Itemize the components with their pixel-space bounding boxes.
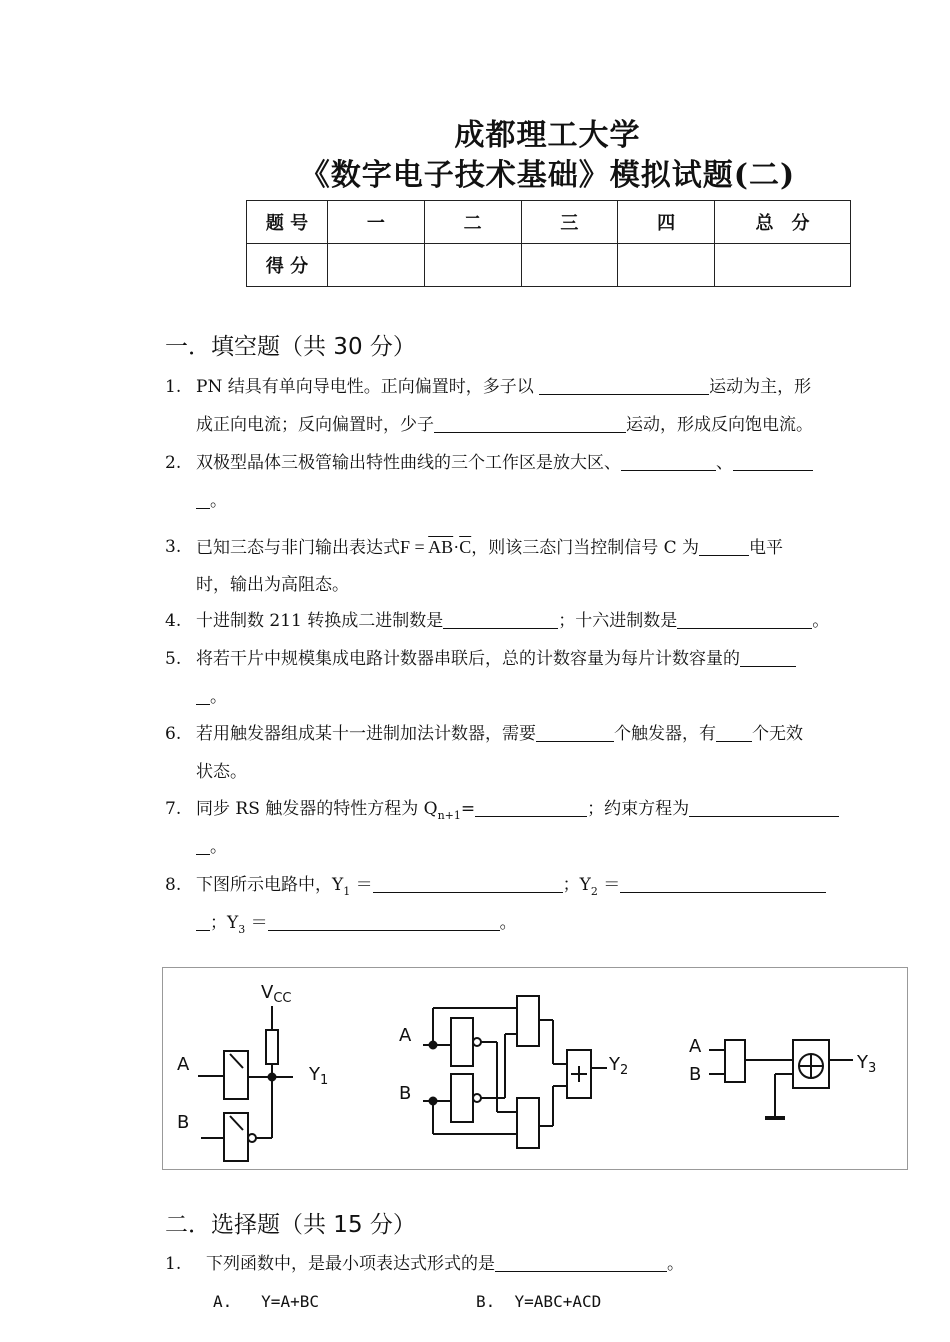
formula (400, 537, 471, 557)
question-number: 3. (165, 537, 182, 557)
question-2-cont (196, 482, 871, 520)
answer-blank[interactable] (373, 872, 563, 893)
question-number: 8. (165, 875, 182, 895)
question-text: 下列函数中，是最小项表达式形式的是 (206, 1254, 495, 1274)
circuit-2 (399, 996, 628, 1148)
question-text: 。 (210, 687, 227, 707)
question-text: ＝ (355, 875, 373, 895)
gate (451, 1018, 473, 1066)
oc-gate (224, 1051, 248, 1099)
question-text: ；Y (562, 875, 591, 895)
answer-blank[interactable] (733, 450, 813, 471)
question-text: ；十六进制数是 (558, 611, 678, 631)
answer-blank[interactable] (196, 834, 210, 855)
question-2 (196, 444, 871, 482)
question-3-cont (196, 566, 871, 604)
answer-blank[interactable] (196, 488, 210, 509)
input-a2: A (399, 1025, 412, 1046)
subscript: 3 (238, 923, 246, 936)
option-label: B. (476, 1292, 496, 1311)
question-text: = (460, 799, 476, 819)
option-text: Y=ABC+ACD (514, 1292, 602, 1311)
formula-part: · (453, 537, 460, 557)
question-text: 双极型晶体三极管输出特性曲线的三个工作区是放大区、 (196, 453, 621, 473)
question-text: ；约束方程为 (587, 799, 690, 819)
question-text: 。 (210, 837, 227, 857)
output-y1 (308, 1064, 328, 1088)
label-sub: 3 (868, 1061, 877, 1076)
score-field[interactable] (521, 244, 618, 287)
section1-heading: 一．填空题（共 30 分） (165, 334, 416, 360)
question-text: PN 结具有单向导电性。正向偏置时，多子以 (196, 377, 534, 397)
question-text: 若用触发器组成某十一进制加法计数器，需要 (196, 724, 536, 744)
question-text: 十进制数 211 转换成二进制数是 (196, 611, 444, 631)
question-7-cont (196, 828, 871, 866)
circuit-figure (162, 967, 908, 1170)
vcc-label (261, 982, 291, 1006)
circuit-1 (177, 982, 328, 1161)
gate (725, 1040, 745, 1082)
question-text: 运动，形成反向饱电流。 (626, 415, 813, 435)
question-text: ，则该三态门当控制信号 C 为 (471, 538, 700, 558)
answer-blank[interactable] (620, 872, 826, 893)
question-text: 。 (499, 913, 517, 933)
label-text: Y (857, 1052, 868, 1073)
question-3 (196, 528, 871, 567)
label-sub: 1 (320, 1073, 329, 1088)
question-number: 1. (165, 377, 182, 397)
answer-blank[interactable] (539, 374, 709, 395)
question-number: 1. (165, 1254, 182, 1274)
answer-blank[interactable] (495, 1251, 667, 1272)
invert-bubble (248, 1134, 256, 1142)
table-cell: 三 (521, 201, 618, 244)
question-text: 运动为主，形 (709, 377, 812, 397)
table-cell: 得 分 (247, 244, 328, 287)
circuit-3 (689, 1036, 876, 1118)
option-a[interactable] (213, 1283, 319, 1321)
choice-question-1 (206, 1245, 684, 1283)
answer-blank[interactable] (621, 450, 716, 471)
option-b[interactable] (476, 1283, 601, 1321)
question-number: 5. (165, 649, 182, 669)
answer-blank[interactable] (689, 796, 839, 817)
answer-blank[interactable] (443, 608, 558, 629)
input-b3: B (689, 1064, 702, 1085)
question-number: 4. (165, 611, 182, 631)
subscript: 2 (590, 885, 598, 898)
answer-blank[interactable] (434, 412, 626, 433)
input-a3: A (689, 1036, 702, 1057)
question-text: 已知三态与非门输出表达式 (196, 538, 400, 558)
question-6 (196, 715, 871, 753)
question-text: ＝ (250, 913, 268, 933)
question-text: ＝ (603, 875, 621, 895)
output-y3 (856, 1052, 876, 1076)
question-text: 。 (210, 491, 227, 511)
option-label: A. (213, 1292, 233, 1311)
university-title: 成都理工大学 (454, 118, 641, 153)
question-4 (196, 602, 871, 640)
question-text: 个触发器，有 (614, 724, 716, 744)
input-b1: B (177, 1112, 190, 1133)
question-text: 。 (667, 1254, 684, 1274)
label-text: Y (309, 1064, 320, 1085)
question-1 (196, 368, 871, 406)
formula-part: $\overline{C}$ (459, 537, 472, 557)
question-1-cont (196, 406, 871, 444)
question-8-cont (196, 904, 871, 949)
question-number: 2. (165, 453, 182, 473)
invert-bubble (473, 1094, 481, 1102)
question-5-cont (196, 678, 871, 716)
table-row (247, 201, 851, 244)
table-cell: 二 (424, 201, 521, 244)
table-cell: 四 (618, 201, 715, 244)
answer-blank[interactable] (196, 910, 210, 931)
resistor (266, 1030, 278, 1064)
gate (451, 1074, 473, 1122)
formula-part: $\overline{AB}$ (428, 537, 454, 557)
gate (517, 996, 539, 1046)
question-number: 6. (165, 724, 182, 744)
table-cell: 总 分 (715, 201, 851, 244)
answer-blank[interactable] (699, 535, 749, 556)
table-cell: 一 (328, 201, 425, 244)
subscript: 1 (343, 885, 351, 898)
answer-blank[interactable] (475, 796, 587, 817)
label-sub: 2 (620, 1063, 629, 1078)
input-a1: A (177, 1054, 190, 1075)
question-text: 时，输出为高阻态。 (196, 575, 349, 595)
answer-blank[interactable] (268, 910, 500, 931)
question-text: 电平 (749, 538, 784, 558)
answer-blank[interactable] (536, 721, 614, 742)
label-text: V (261, 982, 274, 1003)
question-6-cont (196, 753, 871, 791)
invert-bubble (473, 1038, 481, 1046)
exam-title: 《数字电子技术基础》模拟试题(二) (299, 158, 796, 193)
question-text: 成正向电流；反向偏置时，少子 (196, 415, 434, 435)
oc-gate (224, 1113, 248, 1161)
oc-mark (230, 1116, 243, 1130)
score-field[interactable] (328, 244, 425, 287)
gate (517, 1098, 539, 1148)
input-b2: B (399, 1083, 412, 1104)
question-text: ；Y (210, 913, 239, 933)
section2-heading: 二．选择题（共 15 分） (165, 1212, 416, 1238)
answer-blank[interactable] (677, 608, 812, 629)
junction (269, 1074, 276, 1081)
answer-blank[interactable] (716, 721, 752, 742)
circuit-diagram (163, 968, 907, 1169)
question-text: 、 (716, 453, 733, 473)
output-y2 (608, 1054, 628, 1078)
question-text: 将若干片中规模集成电路计数器串联后，总的计数容量为每片计数容量的 (196, 649, 740, 669)
score-field[interactable] (424, 244, 521, 287)
answer-blank[interactable] (196, 684, 210, 705)
score-table (246, 200, 851, 287)
score-field[interactable] (618, 244, 715, 287)
label-sub: CC (273, 991, 292, 1006)
question-5 (196, 640, 871, 678)
question-text: 状态。 (196, 762, 247, 782)
question-text: 同步 RS 触发器的特性方程为 Q (196, 799, 438, 819)
question-text: 。 (812, 611, 830, 631)
label-text: Y (609, 1054, 620, 1075)
question-text: 个无效 (752, 724, 803, 744)
answer-blank[interactable] (740, 646, 796, 667)
table-row (247, 244, 851, 287)
formula-part: F = (400, 537, 429, 557)
score-field[interactable] (715, 244, 851, 287)
option-text: Y=A+BC (261, 1292, 319, 1311)
question-number: 7. (165, 799, 182, 819)
question-text: 下图所示电路中，Y (196, 875, 344, 895)
subscript: n+1 (437, 809, 461, 822)
table-cell: 题 号 (247, 201, 328, 244)
oc-mark (230, 1054, 243, 1068)
